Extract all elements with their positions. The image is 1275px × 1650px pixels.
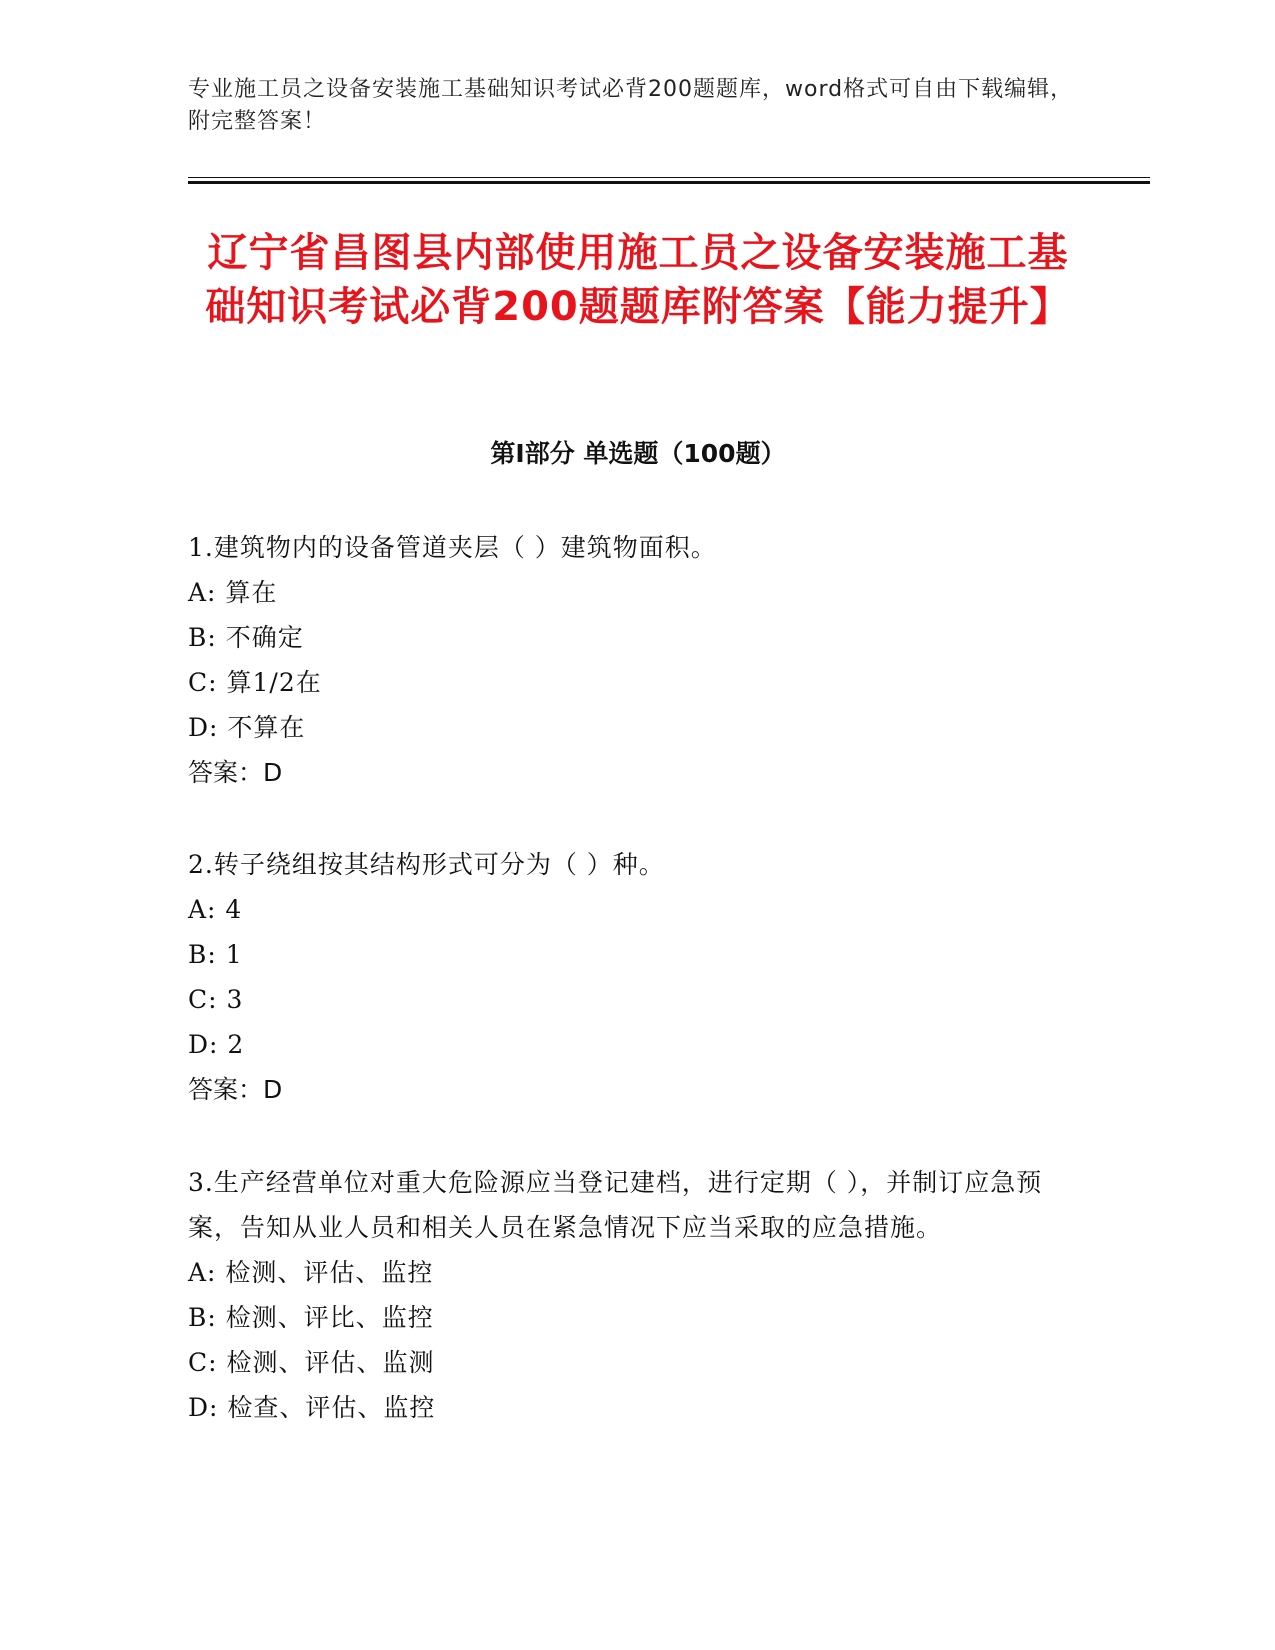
option-b: B: 不确定 [188,623,304,652]
option-d: D: 2 [188,1030,245,1059]
section-title: 第I部分 单选题（100题） [490,439,786,468]
option-a: A: 检测、评估、监控 [188,1258,434,1287]
question-1 [188,525,1088,795]
option-c: C: 算1/2在 [188,668,322,697]
option-d: D: 不算在 [188,713,306,742]
question-stem: 2.转子绕组按其结构形式可分为（ ）种。 [188,850,665,879]
option-a: A: 4 [188,895,243,924]
header-note: 专业施工员之设备安装施工基础知识考试必背200题题库，word格式可自由下载编辑，附完整答案！ [188,77,1074,134]
header-rule-thick [188,181,1150,184]
answer: 答案：D [188,758,283,787]
option-d: D: 检查、评估、监控 [188,1393,436,1422]
question-stem: 1.建筑物内的设备管道夹层（ ）建筑物面积。 [188,533,717,562]
answer: 答案：D [188,1075,283,1104]
option-b: B: 检测、评比、监控 [188,1303,434,1332]
question-stem: 3.生产经营单位对重大危险源应当登记建档，进行定期（ ），并制订应急预案，告知从业人员和相关人员在紧急情况下应当采取的应急措施。 [188,1168,1043,1242]
question-3 [188,1160,1088,1430]
header-rule-thin [188,177,1150,178]
option-a: A: 算在 [188,578,278,607]
document-title: 辽宁省昌图县内部使用施工员之设备安装施工基础知识考试必背200题题库附答案【能力提升】 [205,230,1071,330]
question-2 [188,842,1088,1112]
option-c: C: 3 [188,985,244,1014]
option-c: C: 检测、评估、监测 [188,1348,435,1377]
option-b: B: 1 [188,940,243,969]
